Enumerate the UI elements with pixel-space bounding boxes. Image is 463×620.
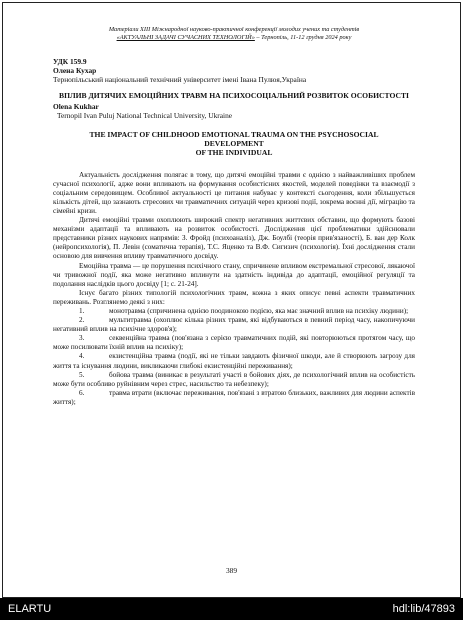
article-page [53,26,415,407]
author-uk: Олена Кухар [53,65,97,75]
list-item [53,371,415,389]
author-en: Olena Kukhar [53,101,99,111]
list-number: 3. [79,334,85,343]
list-text: секвенційна травма (пов'язана з серією травматичних подій, які повторюються протягом часу, що може посилювати їхній вплив на психіку); [53,334,415,352]
list-item [53,307,415,316]
list-item [53,334,415,352]
conference-header [53,26,415,42]
list-text: монотравма (спричинена однією поодинокою подією, яка має значний вплив на психіку людини); [109,307,409,315]
title-en-line-3: OF THE INDIVIDUAL [195,147,273,157]
article-body [53,171,415,407]
title-en-line-2: DEVELOPMENT [204,138,264,148]
list-number: 1. [79,307,85,315]
repository-name: ELARTU [8,603,52,615]
list-number: 2. [79,316,85,325]
affiliation-en: Ternopil Ivan Puluj National Technical University, Ukraine [57,110,233,120]
list-number: 4. [79,352,85,361]
handle-id: hdl:lib/47893 [392,603,455,615]
conference-place: – Тернопіль, 11-12 грудня 2024 року [254,33,352,41]
conference-name: «АКТУАЛЬНІ ЗАДАЧІ СУЧАСНИХ ТЕХНОЛОГІЙ» [116,33,255,41]
list-text: бойова травма (виникає в результаті участі в бойових діях, де психологічний вплив на особистість може бути особливо руйнівним через стрес, насильство та небезпеку); [53,370,415,388]
list-item [53,316,415,334]
title-uk: ВПЛИВ ДИТЯЧИХ ЕМОЦІЙНИХ ТРАВМ НА ПСИХОСОЦІАЛЬНИЙ РОЗВИТОК ОСОБИСТОСТІ [59,90,409,100]
list-text: травма втрати (включає переживання, пов'язані з втратою близьких, важливих для людини аспектів життя); [53,388,415,406]
repository-footer [0,598,463,620]
list-item [53,352,415,370]
paragraph: Дитячі емоційні травми охоплюють широкий спектр негативних життєвих обставин, що формують базові механізми адаптації та впливають на розвиток особистості. Дослідження цієї проблематики здійснювали представники різних наукових напрямів: З. Фройд (психоаналіз), Дж. Боулбі (теорія прив'язаності), Б. ван дер Колк (нейропсихологія), П. Левін (соматична терапія), Т.С. Яценко та В.Ф. Сигизич (психологія). Їхні дослідження стали основою для вивчення впливу травматичного досвіду. [53,216,415,261]
list-text: екзистенційна травма (події, які не тільки завдають фізичної шкоди, але й створюють загрозу для життя та існування людини, викликаючи глибокі екзистенційні переживання); [53,352,415,370]
paragraph: Існує багато різних типологій психологічних травм, кожна з яких описує певні аспекти травматичних переживань. Розглянемо деякі з них: [53,288,415,306]
title-en-line-1: THE IMPACT OF CHILDHOOD EMOTIONAL TRAUMA ON THE PSYCHOSOCIAL [89,129,379,139]
list-number: 5. [79,370,85,379]
conference-line-2 [53,34,415,42]
udk-code: УДК 159.9 [53,56,87,66]
list-number: 6. [79,388,85,397]
conference-line-1: Матеріали XIII Міжнародної науково-практичної конференції молодих учених та студентів [108,26,360,33]
paragraph: Емоційна травма — це порушення психічного стану, спричинене впливом екстремальної стресової, лякаючої чи тривожної події, яка може негативно вплинути на здатність індивіда до адаптації, емоційної регуляції та подолання наслідків цього досвіду [1; с. 21-24]. [53,261,415,288]
title-en [53,130,415,157]
page-number: 389 [225,566,238,575]
list-item [53,389,415,407]
list-text: мультитравма (охоплює кілька різних травм, які відбуваються в певний період часу, накопичуючи негативний вплив на психічне здоров'я); [53,316,415,334]
affiliation-uk: Тернопільський національний технічний університет імені Івана Пулюя,Україна [53,74,307,84]
paragraph: Актуальність дослідження полягає в тому, що дитячі емоційні травми є однією з найважливіших проблем сучасної психології, адже вони впливають на формування особистісних якостей, моделей поведінки та взаємодії з соціальним середовищем. Особливої актуальності це питання набуває у контексті сьогодення, коли збільшується кількість дітей, що зазнають стресових чи травматичних ситуацій через кризові події, зокрема воєнні дії, міграцію та сімейні кризи. [53,170,415,215]
